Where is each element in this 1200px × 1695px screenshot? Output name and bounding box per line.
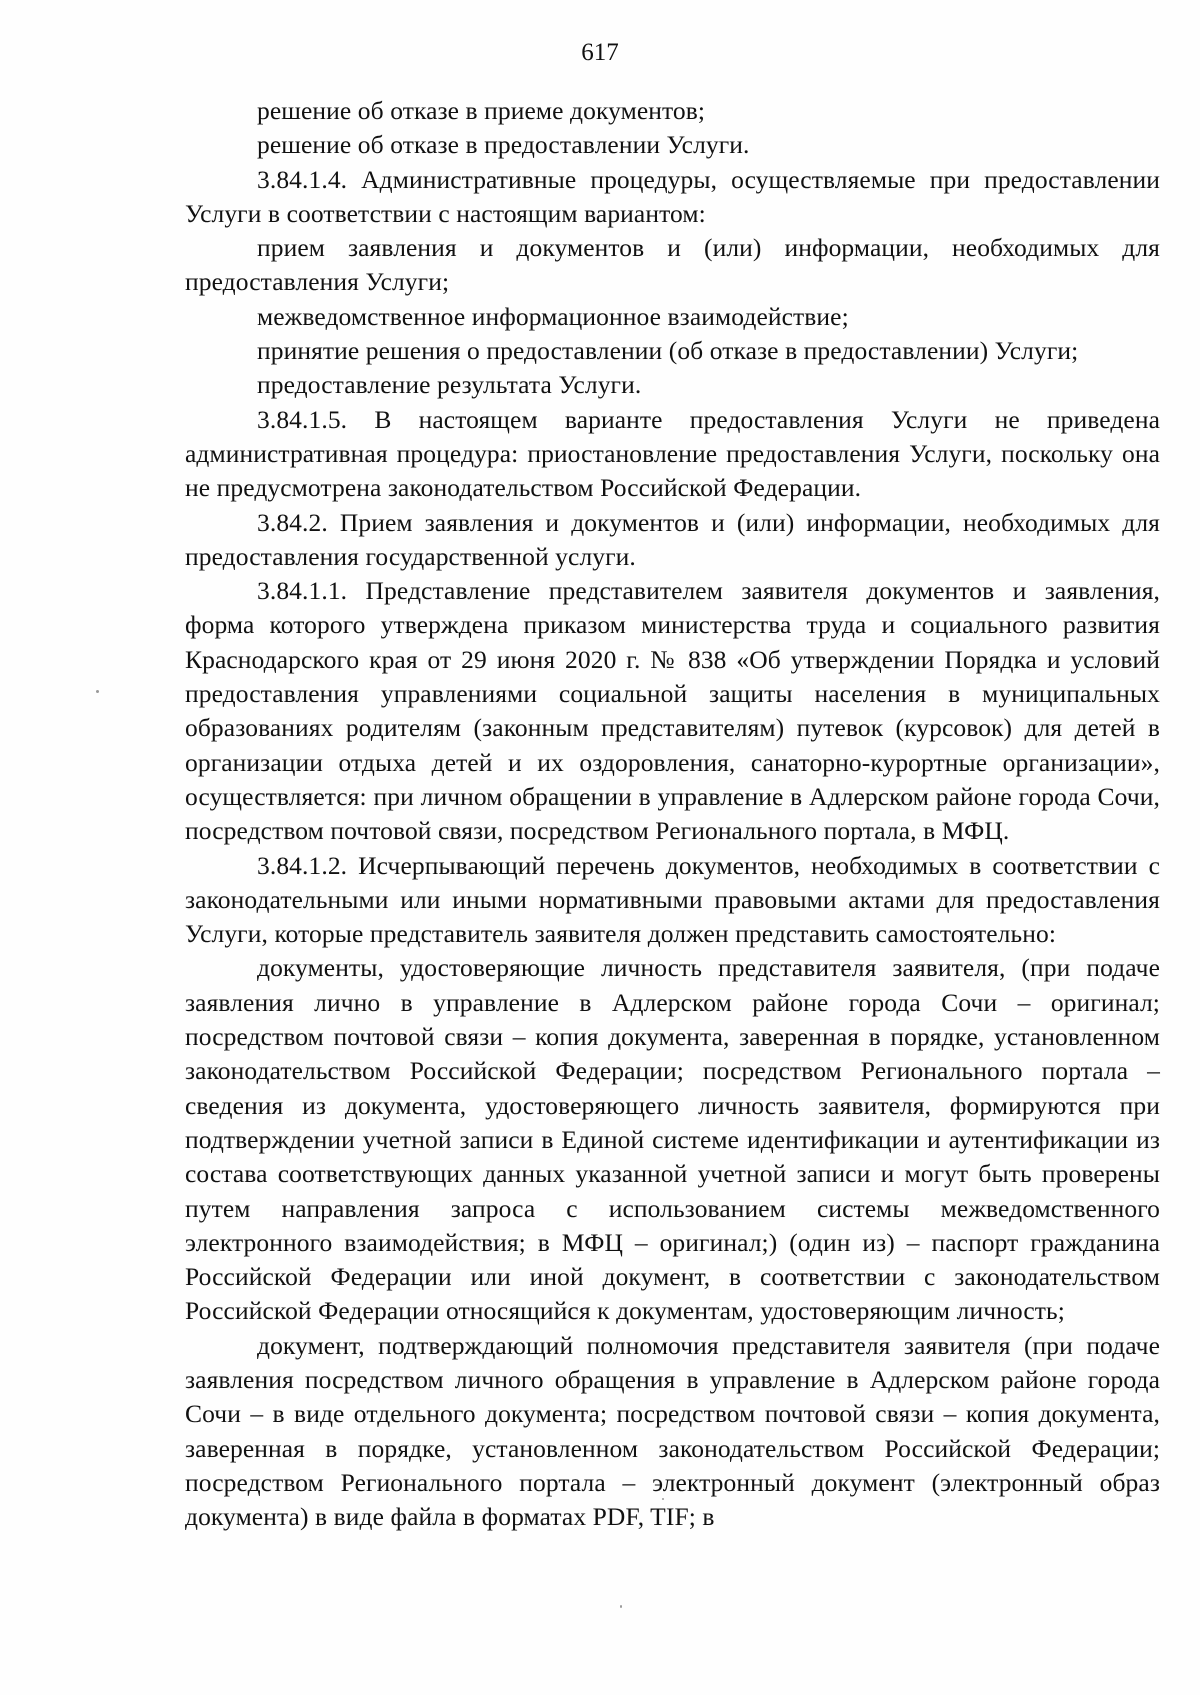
scan-speck [96,690,99,693]
paragraph-reception: прием заявления и документов и (или) информации, необходимых для предоставления Услуги; [185,233,1160,297]
scan-speck [620,1605,622,1608]
paragraph-3-84-1-1: 3.84.1.1. Представление представителем заявителя документов и заявления, форма которого утверждена приказом министерства труда и социального развития Краснодарского края от 29 июня 2020 г. № 838 «Об утверждении Порядка и условий предоставления управлениями социальной защиты населения в муниципальных образованиях родителям (законным представителям) путевок (курсовок) для детей в организации отдыха детей и их оздоровления, санаторно-курортные организации», осуществляется: при личном обращении в управление в Адлерском районе города Сочи, посредством почтовой связи, посредством Регионального портала, в МФЦ. [185,576,1160,846]
document-body [185,94,1160,1534]
paragraph-3-84-2: 3.84.2. Прием заявления и документов и (или) информации, необходимых для предоставления государственной услуги. [185,507,1160,571]
paragraph-refusal-documents: решение об отказе в приеме документов; [257,96,706,125]
paragraph-3-84-1-5: 3.84.1.5. В настоящем варианте предоставления Услуги не приведена административная процедура: приостановление предоставления Услуги, поскольку она не предусмотрена законодательством Российской Федерации. [185,404,1160,503]
page-number: 617 [581,39,619,66]
scan-speck [662,1498,664,1500]
paragraph-decision: принятие решения о предоставлении (об отказе в предоставлении) Услуги; [257,336,1079,366]
paragraph-result: предоставление результата Услуги. [257,370,642,400]
paragraph-3-84-1-4: 3.84.1.4. Административные процедуры, осуществляемые при предоставлении Услуги в соответствии с настоящим вариантом: [185,164,1160,228]
paragraph-3-84-1-2: 3.84.1.2. Исчерпывающий перечень документов, необходимых в соответствии с законодательными или иными нормативными правовыми актами для предоставления Услуги, которые представитель заявителя должен представить самостоятельно: [185,850,1160,949]
paragraph-identity-documents: документы, удостоверяющие личность представителя заявителя, (при подаче заявления лично в управление в Адлерском районе города Сочи – оригинал; посредством почтовой связи – копия документа, заверенная в порядке, установленном законодательством Российской Федерации; посредством Регионального портала – сведения из документа, удостоверяющего личность заявителя, формируются при подтверждении учетной записи в Единой системе идентификации и аутентификации из состава соответствующих данных указанной учетной записи и могут быть проверены путем направления запроса с использованием системы межведомственного электронного взаимодействия; в МФЦ – оригинал;) (один из) – паспорт гражданина Российской Федерации или иной документ, в соответствии с законодательством Российской Федерации относящийся к документам, удостоверяющим личность; [185,953,1160,1326]
paragraph-interdepartmental: межведомственное информационное взаимодействие; [257,301,849,331]
paragraph-authority-document: документ, подтверждающий полномочия представителя заявителя (при подаче заявления посредством личного обращения в управление в Адлерском районе города Сочи – в виде отдельного документа; посредством почтовой связи – копия документа, заверенная в порядке, установленном законодательством Российской Федерации; посредством Регионального портала – электронный документ (электронный образ документа) в виде файла в форматах PDF, TIF; в [185,1330,1160,1532]
paragraph-refusal-service: решение об отказе в предоставлении Услуги. [257,130,750,160]
